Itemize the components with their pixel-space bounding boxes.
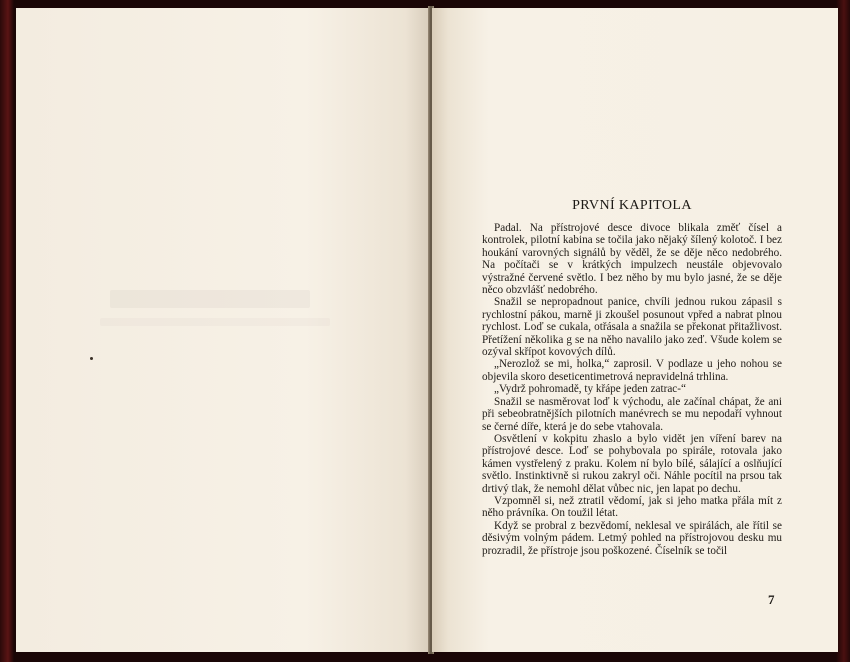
bleed-through-shadow xyxy=(100,318,330,326)
paragraph: Osvětlení v kokpitu zhaslo a bylo vidět jen víření barev na přístrojové desce. Loď se pohybovala po spirále, rotovala jako kámen vystřelený z praku. Kolem ní bylo bílé, sálající a oslňující světlo. Instinktivně si rukou zakryl oči. Náhle pocítil na prsou tak drtivý tlak, že nemohl dělat vůbec nic, jen lapat po dechu. xyxy=(482,432,782,495)
chapter-title: PRVNÍ KAPITOLA xyxy=(572,198,692,213)
chapter-body xyxy=(482,222,782,557)
paragraph: Snažil se nepropadnout panice, chvíli jednou rukou zápasil s rychlostní pákou, marně ji zkoušel posunout vpřed a nabrat plnou rychlost. Loď se cukala, otřásala a snažila se překonat přitažlivost. Přetížení několika g se na něho navalilo jako zeď. Všude kolem se ozýval skřípot kovových dílů. xyxy=(482,296,782,359)
page-number: 7 xyxy=(768,592,775,607)
paragraph: „Vydrž pohromadě, ty křápe jeden zatrac-“ xyxy=(494,383,686,396)
paper-speck xyxy=(90,357,93,360)
bleed-through-shadow xyxy=(110,290,310,308)
paragraph: Snažil se nasměrovat loď k východu, ale začínal chápat, že ani při sebeobratnějších pilotních manévrech se mu nepodaří vyhnout se černé díře, která je do sebe vtahovala. xyxy=(482,395,782,433)
paragraph: „Nerozlož se mi, holka,“ zaprosil. V podlaze u jeho nohou se objevila skoro deseticentimetrová nepravidelná trhlina. xyxy=(482,358,782,383)
left-page xyxy=(16,8,430,652)
paragraph: Když se probral z bezvědomí, neklesal ve spirálách, ale řítil se děsivým volným pádem. Letmý pohled na přístrojovou desku mu prozradil, že přístroje jsou poškozené. Číselník se točil xyxy=(482,519,782,557)
paragraph: Padal. Na přístrojové desce divoce blikala změť čísel a kontrolek, pilotní kabina se točila jako nějaký šílený kolotoč. I bez houkání varovných signálů by věděl, že se děje něco nedobrého. Na počítači se v krátkých impulzech neustále objevovalo výstražné červené světlo. I bez něho by mu bylo jasné, že se děje něco obzvlášť nedobrého. xyxy=(482,222,782,297)
paragraph: Vzpomněl si, než ztratil vědomí, jak si jeho matka přála mít z něho právníka. On toužil létat. xyxy=(482,494,782,520)
